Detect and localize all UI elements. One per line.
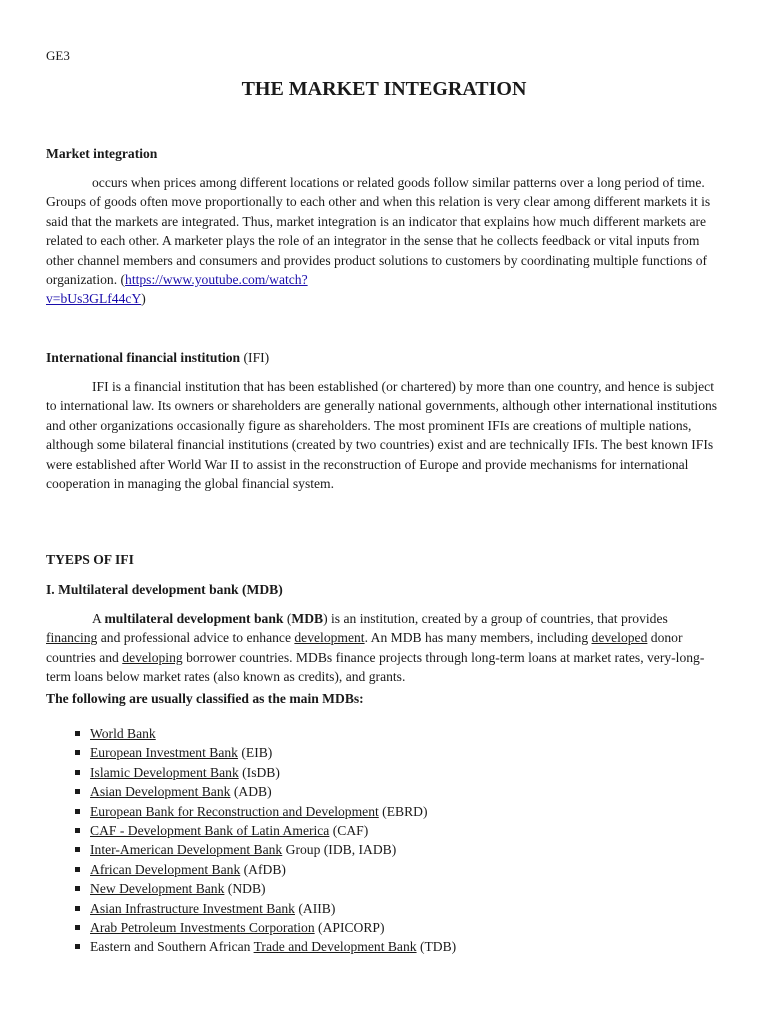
bullet-icon [75, 809, 80, 814]
bank-prefix: Eastern and Southern African [90, 939, 254, 955]
bank-suffix: (TDB) [416, 939, 457, 955]
bullet-icon [75, 770, 80, 775]
bullet-icon [75, 731, 80, 736]
bullet-icon [75, 867, 80, 872]
ifi-heading-abbr: (IFI) [243, 350, 270, 365]
mdb-paragraph [46, 609, 722, 687]
bank-suffix: (APICORP) [314, 920, 385, 936]
market-integration-text: occurs when prices among different locations or related goods follow similar patterns over a long period of time. Groups of goods often move proportionally to each other and when this relation is very clear among different markets it is said that the markets are integrated. Thus, market integration is an indicator that explains how much different markets are related to each other. A marketer plays the role of an integrator in the sense that he collects feedback or vital inputs from other channel members and consumers and provides product solutions to customers by coordinating multiple functions of organization. ( [46, 175, 711, 288]
paren-close: ) [141, 291, 146, 307]
bank-link[interactable]: Asian Development Bank [90, 784, 231, 800]
mdb-abbr: MDB [291, 611, 324, 626]
bank-suffix: (ADB) [230, 784, 272, 800]
mdb-list [46, 724, 456, 957]
bullet-icon [75, 789, 80, 794]
developing-link[interactable]: developing [122, 649, 183, 665]
mdb-text: and professional advice to enhance [97, 630, 295, 646]
bank-link[interactable]: Islamic Development Bank [90, 764, 239, 780]
bank-suffix: (AIIB) [294, 900, 336, 916]
bank-suffix: (IsDB) [238, 764, 280, 780]
development-link[interactable]: development [294, 630, 365, 646]
bank-suffix: (CAF) [329, 823, 369, 839]
ifi-heading-text: International financial institution [46, 350, 244, 365]
bank-suffix: (NDB) [224, 881, 266, 897]
list-item [46, 860, 456, 879]
bullet-icon [75, 886, 80, 891]
mdb-term: multilateral development bank [104, 611, 284, 626]
list-item [46, 937, 456, 956]
bank-suffix: (EIB) [237, 745, 273, 761]
bank-link[interactable]: CAF - Development Bank of Latin America [90, 823, 330, 839]
list-item [46, 802, 456, 821]
bank-suffix: Group (IDB, IADB) [282, 842, 397, 858]
list-item [46, 743, 456, 762]
bank-link[interactable]: Asian Infrastructure Investment Bank [90, 900, 295, 916]
bank-link[interactable]: European Investment Bank [90, 745, 238, 761]
bank-link[interactable]: New Development Bank [90, 881, 225, 897]
ifi-paragraph [46, 377, 722, 493]
mdb-text: . An MDB has many members, including [364, 630, 592, 646]
mdb-text: borrower countries. MDBs finance projects through long-term loans at market rates, very-long-term loans below market rates (also known as credits), and grants. [46, 649, 705, 685]
developed-link[interactable]: developed [591, 630, 648, 646]
bank-suffix: (AfDB) [240, 861, 286, 877]
list-item [46, 918, 456, 937]
mdb-text: A [92, 611, 105, 626]
youtube-link-part2: v=bUs3GLf44cY [46, 291, 142, 307]
ifi-text: IFI is a financial institution that has been established (or chartered) by more than one country, and hence is subject to international law. Its owners or shareholders are generally national governments, although other international institutions and other organizations occasionally figure as shareholders. The most prominent IFIs are creations of multiple nations, although some bilateral financial institutions (created by two countries) exist and are technically IFIs. The best known IFIs were established after World War II to assist in the reconstruction of Europe and provide mechanisms for international cooperation in managing the global financial system. [46, 379, 718, 492]
mdb-text: donor countries and [46, 630, 683, 665]
types-heading: TYEPS OF IFI [46, 552, 134, 567]
bank-link[interactable]: Arab Petroleum Investments Corporation [90, 920, 315, 936]
list-item [46, 879, 456, 898]
document-code: GE3 [46, 48, 70, 63]
youtube-link-part1: https://www.youtube.com/watch? [125, 272, 308, 288]
market-integration-heading: Market integration [46, 146, 158, 161]
mdb-list-heading: The following are usually classified as the main MDBs: [46, 691, 364, 706]
bank-link[interactable]: European Bank for Reconstruction and Development [90, 803, 379, 819]
bullet-icon [75, 925, 80, 930]
list-item [46, 763, 456, 782]
bullet-icon [75, 828, 80, 833]
list-item [46, 840, 456, 859]
bank-link[interactable]: African Development Bank [90, 861, 241, 877]
mdb-text: ( [283, 611, 292, 626]
market-integration-paragraph [46, 173, 722, 309]
bullet-icon [75, 750, 80, 755]
mdb-text: ) is an institution, created by a group of countries, that provides [323, 611, 668, 626]
bank-suffix: (EBRD) [378, 803, 428, 819]
bullet-icon [75, 944, 80, 949]
list-item [46, 782, 456, 801]
bank-link[interactable]: Trade and Development Bank [253, 939, 417, 955]
list-item [46, 724, 456, 743]
list-item [46, 821, 456, 840]
bank-link[interactable]: World Bank [90, 726, 156, 741]
bullet-icon [75, 906, 80, 911]
mdb-subheading: I. Multilateral development bank (MDB) [46, 582, 283, 597]
ifi-heading [46, 348, 722, 367]
bank-link[interactable]: Inter-American Development Bank [90, 842, 283, 858]
financing-link[interactable]: financing [46, 630, 98, 646]
list-item [46, 899, 456, 918]
bullet-icon [75, 847, 80, 852]
document-title: THE MARKET INTEGRATION [241, 78, 527, 100]
